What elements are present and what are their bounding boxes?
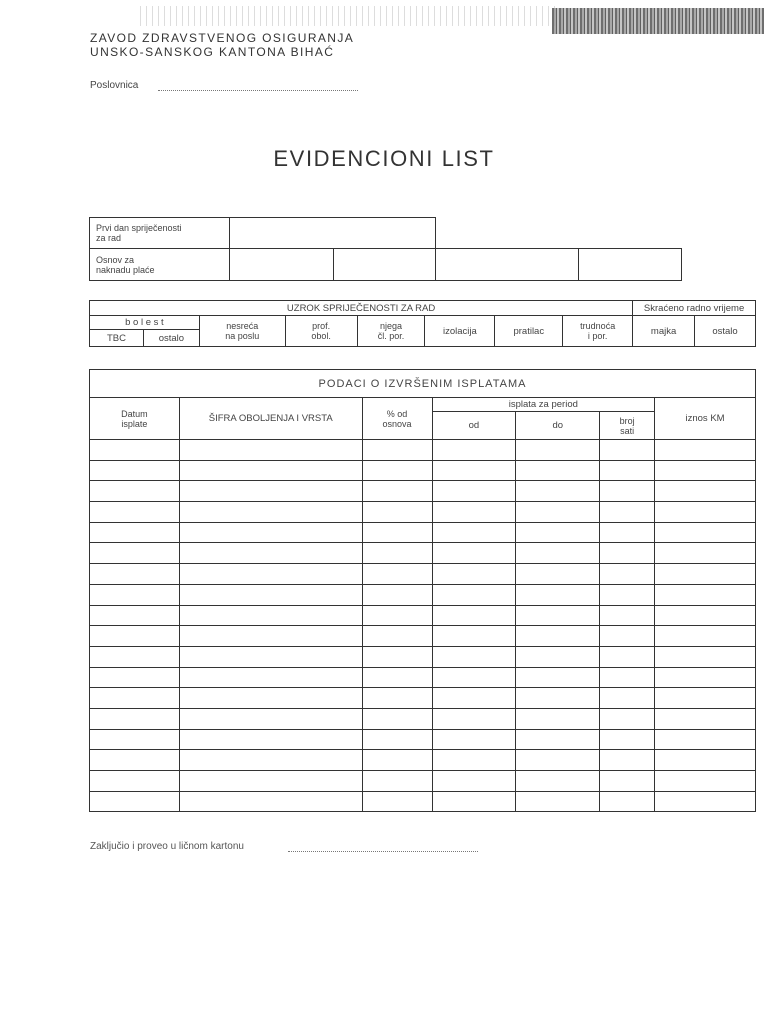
cell-code[interactable] bbox=[179, 771, 362, 792]
cell-from[interactable] bbox=[432, 729, 516, 750]
table-row bbox=[90, 460, 756, 481]
cell-to[interactable] bbox=[516, 522, 600, 543]
cell-code[interactable] bbox=[179, 522, 362, 543]
cell-code[interactable] bbox=[179, 460, 362, 481]
cell-code[interactable] bbox=[179, 626, 362, 647]
cell-percent[interactable] bbox=[362, 584, 432, 605]
basis-field-4[interactable] bbox=[579, 249, 682, 281]
cell-percent[interactable] bbox=[362, 708, 432, 729]
cell-date[interactable] bbox=[90, 460, 180, 481]
table-row bbox=[90, 543, 756, 564]
cell-hours[interactable] bbox=[600, 584, 655, 605]
table-row bbox=[90, 522, 756, 543]
cell-from[interactable] bbox=[432, 688, 516, 709]
cell-hours[interactable] bbox=[600, 667, 655, 688]
cell-amount[interactable] bbox=[655, 626, 756, 647]
cell-percent[interactable] bbox=[362, 791, 432, 812]
cell-from[interactable] bbox=[432, 564, 516, 585]
cell-amount[interactable] bbox=[655, 502, 756, 523]
cause-heading: UZROK SPRIJEČENOSTI ZA RAD bbox=[90, 301, 633, 316]
cell-to[interactable] bbox=[516, 667, 600, 688]
cell-date[interactable] bbox=[90, 564, 180, 585]
cell-date[interactable] bbox=[90, 605, 180, 626]
institution-name-line2: UNSKO-SANSKOG KANTONA BIHAĆ bbox=[90, 45, 335, 59]
cell-code[interactable] bbox=[179, 502, 362, 523]
cell-to[interactable] bbox=[516, 729, 600, 750]
cell-date[interactable] bbox=[90, 729, 180, 750]
cell-to[interactable] bbox=[516, 543, 600, 564]
footer-field[interactable] bbox=[288, 851, 478, 852]
cell-from[interactable] bbox=[432, 605, 516, 626]
cell-hours[interactable] bbox=[600, 502, 655, 523]
first-day-label: Prvi dan spriječenosti za rad bbox=[90, 218, 230, 249]
escort-label: pratilac bbox=[495, 316, 563, 347]
reduced-time-heading: Skraćeno radno vrijeme bbox=[633, 301, 756, 316]
cell-amount[interactable] bbox=[655, 481, 756, 502]
tbc-label: TBC bbox=[90, 330, 144, 347]
cell-from[interactable] bbox=[432, 646, 516, 667]
cell-percent[interactable] bbox=[362, 564, 432, 585]
page-title: EVIDENCIONI LIST bbox=[273, 146, 495, 171]
cell-date[interactable] bbox=[90, 708, 180, 729]
cell-percent[interactable] bbox=[362, 440, 432, 461]
isolation-label: izolacija bbox=[425, 316, 495, 347]
basis-field-1[interactable] bbox=[229, 249, 333, 281]
cell-hours[interactable] bbox=[600, 522, 655, 543]
cell-amount[interactable] bbox=[655, 750, 756, 771]
table-row bbox=[90, 750, 756, 771]
table-row bbox=[90, 791, 756, 812]
cell-date[interactable] bbox=[90, 750, 180, 771]
cell-hours[interactable] bbox=[600, 646, 655, 667]
cell-date[interactable] bbox=[90, 688, 180, 709]
cell-to[interactable] bbox=[516, 584, 600, 605]
table-row bbox=[90, 688, 756, 709]
cell-amount[interactable] bbox=[655, 667, 756, 688]
basis-field-3[interactable] bbox=[436, 249, 579, 281]
cell-code[interactable] bbox=[179, 791, 362, 812]
cell-hours[interactable] bbox=[600, 626, 655, 647]
cell-amount[interactable] bbox=[655, 771, 756, 792]
cell-to[interactable] bbox=[516, 791, 600, 812]
cell-amount[interactable] bbox=[655, 564, 756, 585]
table-row bbox=[90, 729, 756, 750]
payments-table bbox=[89, 369, 756, 812]
cell-hours[interactable] bbox=[600, 771, 655, 792]
cell-amount[interactable] bbox=[655, 708, 756, 729]
cell-amount[interactable] bbox=[655, 688, 756, 709]
cell-hours[interactable] bbox=[600, 440, 655, 461]
cell-code[interactable] bbox=[179, 667, 362, 688]
cell-hours[interactable] bbox=[600, 750, 655, 771]
cell-percent[interactable] bbox=[362, 460, 432, 481]
cell-percent[interactable] bbox=[362, 771, 432, 792]
cell-from[interactable] bbox=[432, 502, 516, 523]
cell-from[interactable] bbox=[432, 440, 516, 461]
col-amount-header: iznos KM bbox=[655, 398, 756, 440]
basis-label: Osnov za naknadu plaće bbox=[90, 249, 230, 281]
cell-percent[interactable] bbox=[362, 626, 432, 647]
cell-date[interactable] bbox=[90, 440, 180, 461]
cell-to[interactable] bbox=[516, 605, 600, 626]
cell-from[interactable] bbox=[432, 708, 516, 729]
cell-from[interactable] bbox=[432, 750, 516, 771]
branch-label: Poslovnica bbox=[90, 80, 139, 91]
cell-amount[interactable] bbox=[655, 646, 756, 667]
cell-to[interactable] bbox=[516, 502, 600, 523]
prof-disease-label: prof. obol. bbox=[285, 316, 357, 347]
table-row bbox=[90, 564, 756, 585]
cell-from[interactable] bbox=[432, 481, 516, 502]
reduced-other-label: ostalo bbox=[695, 316, 756, 347]
absence-info-table bbox=[89, 217, 682, 281]
cell-from[interactable] bbox=[432, 584, 516, 605]
cell-to[interactable] bbox=[516, 771, 600, 792]
cell-date[interactable] bbox=[90, 646, 180, 667]
basis-field-2[interactable] bbox=[333, 249, 436, 281]
cell-percent[interactable] bbox=[362, 729, 432, 750]
cell-percent[interactable] bbox=[362, 750, 432, 771]
pregnancy-label: trudnoća i por. bbox=[563, 316, 633, 347]
col-hours-header: broj sati bbox=[600, 412, 655, 440]
institution-name-line1: ZAVOD ZDRAVSTVENOG OSIGURANJA bbox=[90, 31, 355, 45]
cell-amount[interactable] bbox=[655, 791, 756, 812]
cell-to[interactable] bbox=[516, 646, 600, 667]
cell-hours[interactable] bbox=[600, 605, 655, 626]
cell-percent[interactable] bbox=[362, 667, 432, 688]
cell-percent[interactable] bbox=[362, 605, 432, 626]
cell-amount[interactable] bbox=[655, 440, 756, 461]
cell-amount[interactable] bbox=[655, 584, 756, 605]
col-date-header: Datum isplate bbox=[90, 398, 180, 440]
cell-code[interactable] bbox=[179, 564, 362, 585]
table-row bbox=[90, 626, 756, 647]
cell-amount[interactable] bbox=[655, 460, 756, 481]
mother-label: majka bbox=[633, 316, 695, 347]
cell-code[interactable] bbox=[179, 543, 362, 564]
cell-date[interactable] bbox=[90, 502, 180, 523]
cell-to[interactable] bbox=[516, 460, 600, 481]
cell-date[interactable] bbox=[90, 771, 180, 792]
table-row bbox=[90, 440, 756, 461]
cell-code[interactable] bbox=[179, 688, 362, 709]
family-care-label: njega čl. por. bbox=[357, 316, 425, 347]
scan-smudge bbox=[552, 8, 764, 34]
cell-code[interactable] bbox=[179, 729, 362, 750]
cell-date[interactable] bbox=[90, 791, 180, 812]
cell-percent[interactable] bbox=[362, 522, 432, 543]
cell-code[interactable] bbox=[179, 750, 362, 771]
cell-code[interactable] bbox=[179, 646, 362, 667]
cell-hours[interactable] bbox=[600, 460, 655, 481]
cell-amount[interactable] bbox=[655, 729, 756, 750]
table-row bbox=[90, 605, 756, 626]
cell-date[interactable] bbox=[90, 522, 180, 543]
cell-percent[interactable] bbox=[362, 502, 432, 523]
scan-noise bbox=[140, 6, 560, 26]
cell-to[interactable] bbox=[516, 750, 600, 771]
table-row bbox=[90, 646, 756, 667]
cell-to[interactable] bbox=[516, 688, 600, 709]
cell-hours[interactable] bbox=[600, 708, 655, 729]
cell-percent[interactable] bbox=[362, 646, 432, 667]
cell-hours[interactable] bbox=[600, 729, 655, 750]
illness-other-label: ostalo bbox=[143, 330, 199, 347]
work-injury-label: nesreća na poslu bbox=[199, 316, 285, 347]
cell-date[interactable] bbox=[90, 481, 180, 502]
cell-from[interactable] bbox=[432, 667, 516, 688]
footer-label: Zaključio i proveo u ličnom kartonu bbox=[90, 841, 244, 852]
col-percent-header: % od osnova bbox=[362, 398, 432, 440]
col-period-header: isplata za period bbox=[432, 398, 655, 412]
cell-amount[interactable] bbox=[655, 522, 756, 543]
col-from-header: od bbox=[432, 412, 516, 440]
cell-hours[interactable] bbox=[600, 543, 655, 564]
table-row bbox=[90, 708, 756, 729]
branch-field[interactable] bbox=[158, 90, 358, 91]
table-row bbox=[90, 584, 756, 605]
cell-hours[interactable] bbox=[600, 791, 655, 812]
cell-from[interactable] bbox=[432, 460, 516, 481]
cell-code[interactable] bbox=[179, 708, 362, 729]
cell-from[interactable] bbox=[432, 543, 516, 564]
table-row bbox=[90, 481, 756, 502]
cell-date[interactable] bbox=[90, 626, 180, 647]
cell-date[interactable] bbox=[90, 667, 180, 688]
table-row bbox=[90, 667, 756, 688]
cell-hours[interactable] bbox=[600, 481, 655, 502]
cell-percent[interactable] bbox=[362, 688, 432, 709]
table-row bbox=[90, 771, 756, 792]
cell-to[interactable] bbox=[516, 626, 600, 647]
col-to-header: do bbox=[516, 412, 600, 440]
cell-hours[interactable] bbox=[600, 688, 655, 709]
cause-table bbox=[89, 300, 756, 347]
cell-from[interactable] bbox=[432, 522, 516, 543]
cell-from[interactable] bbox=[432, 626, 516, 647]
cell-amount[interactable] bbox=[655, 543, 756, 564]
cell-date[interactable] bbox=[90, 584, 180, 605]
illness-label: b o l e s t bbox=[90, 316, 200, 330]
cell-code[interactable] bbox=[179, 440, 362, 461]
cell-code[interactable] bbox=[179, 584, 362, 605]
col-code-header: ŠIFRA OBOLJENJA I VRSTA bbox=[179, 398, 362, 440]
cell-amount[interactable] bbox=[655, 605, 756, 626]
table-row bbox=[90, 502, 756, 523]
cell-percent[interactable] bbox=[362, 481, 432, 502]
cell-code[interactable] bbox=[179, 605, 362, 626]
payments-heading: PODACI O IZVRŠENIM ISPLATAMA bbox=[90, 370, 756, 398]
cell-date[interactable] bbox=[90, 543, 180, 564]
cell-code[interactable] bbox=[179, 481, 362, 502]
cell-to[interactable] bbox=[516, 440, 600, 461]
cell-to[interactable] bbox=[516, 481, 600, 502]
cell-from[interactable] bbox=[432, 791, 516, 812]
cell-to[interactable] bbox=[516, 564, 600, 585]
cell-percent[interactable] bbox=[362, 543, 432, 564]
cell-to[interactable] bbox=[516, 708, 600, 729]
cell-from[interactable] bbox=[432, 771, 516, 792]
first-day-field[interactable] bbox=[229, 218, 436, 249]
cell-hours[interactable] bbox=[600, 564, 655, 585]
